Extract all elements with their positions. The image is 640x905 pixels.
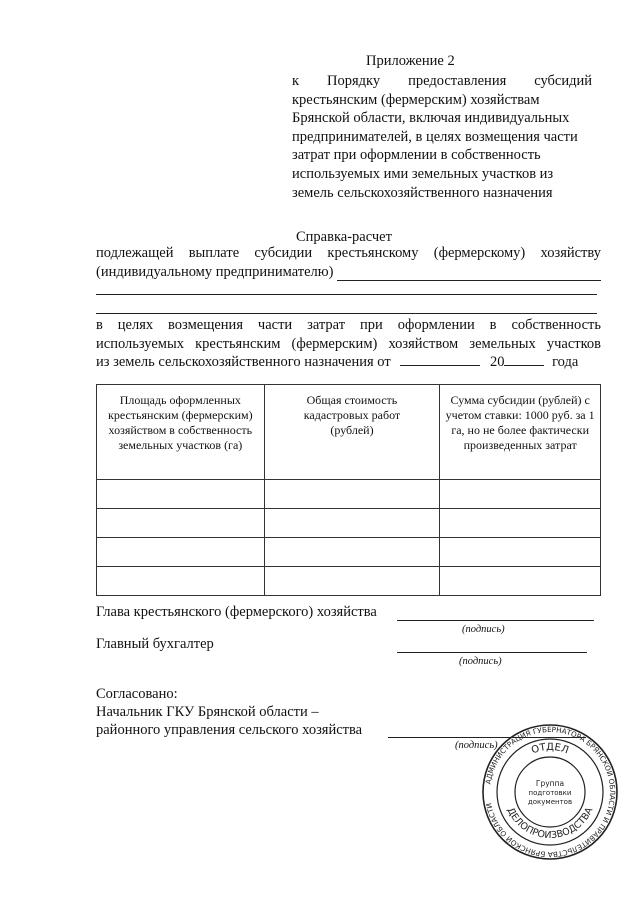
stamp-center-line: Группа bbox=[535, 779, 565, 788]
table-cell[interactable] bbox=[264, 538, 440, 567]
year-blank[interactable] bbox=[504, 353, 544, 366]
purpose-paragraph bbox=[96, 316, 601, 372]
appendix-line: к Порядку предоставления субсидий bbox=[292, 73, 592, 89]
appendix-line: земель сельскохозяйственного назначения bbox=[292, 184, 553, 201]
table-cell[interactable] bbox=[264, 480, 440, 509]
purpose-line: используемых крестьянским (фермерским) хозяйством земельных участков bbox=[96, 335, 601, 352]
chief-accountant-label: Главный бухгалтер bbox=[96, 636, 214, 652]
year-suffix: года bbox=[552, 354, 579, 371]
table-row bbox=[97, 480, 601, 509]
stamp-mid-bottom-text: ДЕЛОПРОИЗВОДСТВА bbox=[504, 805, 596, 842]
table-cell[interactable] bbox=[97, 509, 265, 538]
appendix-line: используемых ими земельных участков из bbox=[292, 165, 554, 182]
entrepreneur-name-blank-2[interactable] bbox=[96, 294, 597, 295]
table-header-cell bbox=[264, 385, 440, 480]
document-title: Справка-расчет bbox=[296, 229, 392, 245]
appendix-line: предпринимателей, в целях возмещения части bbox=[292, 128, 578, 145]
stamp-mid-top-text: ОТДЕЛ bbox=[530, 741, 570, 757]
intro-line: подлежащей выплате субсидии крестьянскому (фермерскому) хозяйству bbox=[96, 245, 601, 261]
signature-hint: (подпись) bbox=[459, 656, 502, 667]
agreed-label: Согласовано: bbox=[96, 686, 178, 702]
appendix-line: Брянской области, включая индивидуальных bbox=[292, 110, 570, 127]
year-prefix: 20 bbox=[489, 354, 505, 371]
table-header-cell bbox=[97, 385, 265, 480]
intro-line-text: (индивидуальному предпринимателю) bbox=[96, 263, 334, 280]
table-row bbox=[97, 509, 601, 538]
intro-paragraph bbox=[96, 244, 601, 281]
table-cell[interactable] bbox=[440, 480, 601, 509]
table-header-cell bbox=[440, 385, 601, 480]
purpose-line-text: из земель сельскохозяйственного назначения от bbox=[96, 354, 391, 371]
table-cell[interactable] bbox=[264, 509, 440, 538]
head-of-farm-label: Глава крестьянского (фермерского) хозяйства bbox=[96, 604, 377, 620]
calculation-table bbox=[96, 384, 601, 596]
purpose-line-date bbox=[96, 353, 601, 372]
table-cell[interactable] bbox=[440, 509, 601, 538]
purpose-line: в целях возмещения части затрат при оформлении в собственность bbox=[96, 317, 601, 333]
signature-hint: (подпись) bbox=[462, 624, 505, 635]
entrepreneur-name-blank-3[interactable] bbox=[96, 313, 597, 314]
entrepreneur-name-blank[interactable] bbox=[337, 266, 601, 281]
signature-hint: (подпись) bbox=[455, 740, 498, 751]
table-cell[interactable] bbox=[440, 567, 601, 596]
date-day-month-blank[interactable] bbox=[400, 353, 480, 366]
chief-label-line-1: Начальник ГКУ Брянской области – bbox=[96, 704, 319, 720]
appendix-line: крестьянским (фермерским) хозяйствам bbox=[292, 91, 540, 108]
header-subsidy: Сумма субсидии (рублей) с учетом ставки: 1000 руб. за 1 га, но не более фактически произведенных затрат bbox=[445, 393, 595, 452]
table-cell[interactable] bbox=[264, 567, 440, 596]
chief-label-line-2: районного управления сельского хозяйства bbox=[96, 722, 363, 738]
stamp-center-line: подготовки bbox=[528, 789, 572, 797]
table-cell[interactable] bbox=[440, 538, 601, 567]
table-row bbox=[97, 538, 601, 567]
chief-accountant-signature-line[interactable] bbox=[397, 652, 587, 653]
header-area: Площадь оформленных крестьянским (фермерским) хозяйством в собственность земельных участков (га) bbox=[108, 393, 253, 452]
appendix-line: затрат при оформлении в собственность bbox=[292, 147, 541, 164]
table-cell[interactable] bbox=[97, 567, 265, 596]
table-row bbox=[97, 567, 601, 596]
stamp-outer-text: АДМИНИСТРАЦИЯ ГУБЕРНАТОРА БРЯНСКОЙ ОБЛАСТИ И ПРАВИТЕЛЬСТВА БРЯНСКОЙ ОБЛАСТИ bbox=[483, 724, 618, 860]
header-cost: Общая стоимость кадастровых работ (рублей) bbox=[303, 393, 401, 437]
appendix-title: Приложение 2 bbox=[366, 53, 455, 69]
appendix-text bbox=[292, 72, 592, 202]
official-stamp bbox=[480, 722, 620, 862]
stamp-center-line: документов bbox=[527, 798, 573, 806]
head-of-farm-signature-line[interactable] bbox=[397, 620, 594, 621]
table-cell[interactable] bbox=[97, 480, 265, 509]
table-cell[interactable] bbox=[97, 538, 265, 567]
table-header-row bbox=[97, 385, 601, 480]
intro-line-with-blank bbox=[96, 263, 601, 282]
